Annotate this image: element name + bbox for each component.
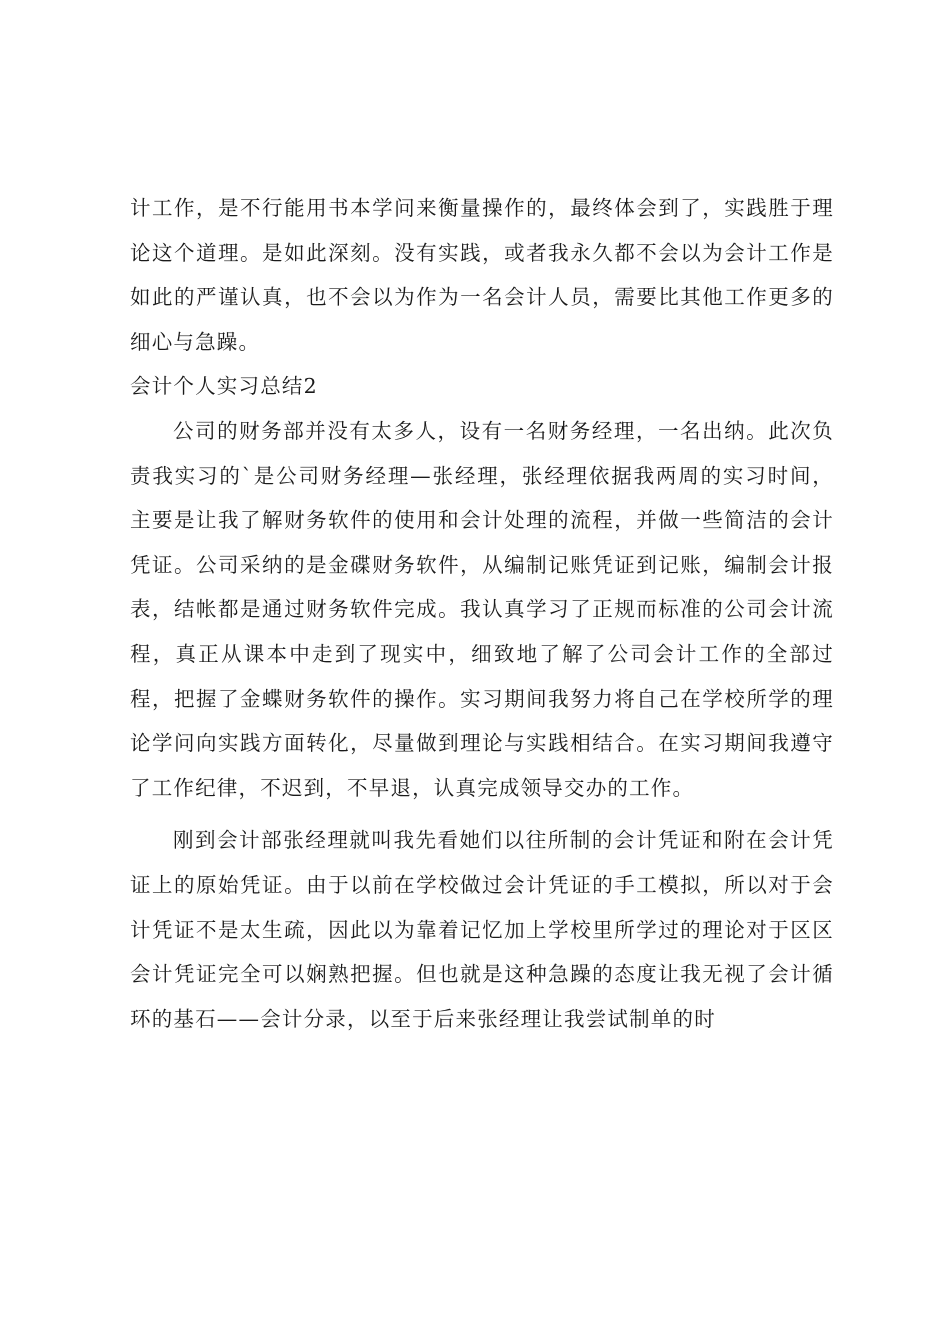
document-body	[130, 186, 834, 1041]
paragraph-continuation: 计工作，是不行能用书本学问来衡量操作的，最终体会到了，实践胜于理论这个道理。是如此深刻。没有实践，或者我永久都不会以为会计工作是如此的严谨认真，也不会以为作为一名会计人员，需要比其他工作更多的细心与急躁。	[130, 196, 834, 354]
paragraph-accounting-vouchers: 刚到会计部张经理就叫我先看她们以往所制的会计凭证和附在会计凭证上的原始凭证。由于以前在学校做过会计凭证的手工模拟，所以对于会计凭证不是太生疏，因此以为靠着记忆加上学校里所学过的理论对于区区会计凭证完全可以娴熟把握。但也就是这种急躁的态度让我无视了会计循环的基石——会计分录，以至于后来张经理让我尝试制单的时	[130, 828, 834, 1031]
paragraph-finance-department: 公司的财务部并没有太多人，设有一名财务经理，一名出纳。此次负责我实习的`是公司财务经理—张经理，张经理依据我两周的实习时间，主要是让我了解财务软件的使用和会计处理的流程，并做一些简洁的会计凭证。公司采纳的是金碟财务软件，从编制记账凭证到记账，编制会计报表，结帐都是通过财务软件完成。我认真学习了正规而标准的公司会计流程，真正从课本中走到了现实中，细致地了解了公司会计工作的全部过程，把握了金蝶财务软件的操作。实习期间我努力将自己在学校所学的理论学问向实践方面转化，尽量做到理论与实践相结合。在实习期间我遵守了工作纪律，不迟到，不早退，认真完成领导交办的工作。	[130, 418, 834, 800]
section-heading: 会计个人实习总结2	[130, 374, 318, 399]
